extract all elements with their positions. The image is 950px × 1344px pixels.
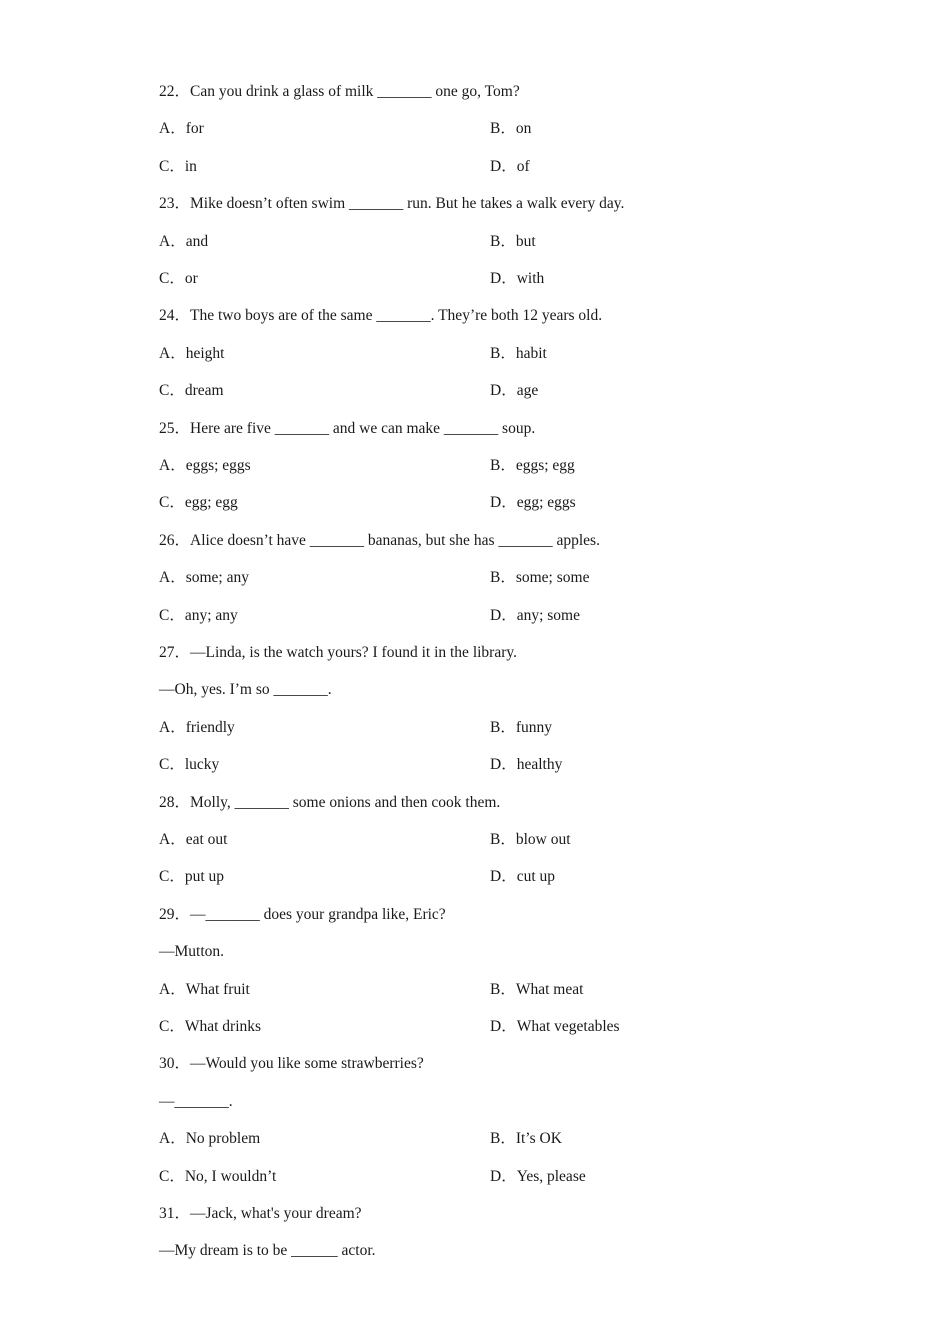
answer-option[interactable]: C．egg; egg (159, 494, 238, 511)
answer-option[interactable]: A．What fruit (159, 981, 250, 998)
question-dialogue-line: —My dream is to be ______ actor. (159, 1242, 376, 1259)
question-dialogue-line: —_______. (159, 1093, 233, 1110)
answer-option[interactable]: C．lucky (159, 756, 220, 773)
answer-option[interactable]: D．of (490, 158, 530, 175)
answer-option[interactable]: B．blow out (490, 831, 571, 848)
question-stem: 28．Molly, _______ some onions and then cook them. (159, 794, 501, 811)
answer-option[interactable]: B．some; some (490, 569, 590, 586)
question-stem: 26．Alice doesn’t have _______ bananas, but she has _______ apples. (159, 532, 600, 549)
question-stem: 30．—Would you like some strawberries? (159, 1055, 424, 1072)
answer-option[interactable]: B．habit (490, 345, 547, 362)
answer-option[interactable]: D．healthy (490, 756, 563, 773)
answer-option[interactable]: C．or (159, 270, 198, 287)
answer-option[interactable]: C．put up (159, 868, 225, 885)
answer-option[interactable]: B．It’s OK (490, 1130, 562, 1147)
answer-option[interactable]: D．cut up (490, 868, 556, 885)
answer-option[interactable]: C．What drinks (159, 1018, 262, 1035)
answer-option[interactable]: B．eggs; egg (490, 457, 575, 474)
answer-option[interactable]: C．any; any (159, 607, 238, 624)
answer-option[interactable]: B．funny (490, 719, 553, 736)
question-stem: 24．The two boys are of the same _______. They’re both 12 years old. (159, 307, 603, 324)
question-stem: 22．Can you drink a glass of milk _______ one go, Tom? (159, 83, 520, 100)
answer-option[interactable]: B．but (490, 233, 536, 250)
question-stem: 25．Here are five _______ and we can make _______ soup. (159, 420, 536, 437)
answer-option[interactable]: A．and (159, 233, 209, 250)
answer-option[interactable]: C．No, I wouldn’t (159, 1168, 277, 1185)
question-dialogue-line: —Mutton. (159, 943, 225, 960)
answer-option[interactable]: A．eggs; eggs (159, 457, 251, 474)
answer-option[interactable]: D．with (490, 270, 545, 287)
answer-option[interactable]: C．dream (159, 382, 224, 399)
question-stem: 31．—Jack, what's your dream? (159, 1205, 362, 1222)
answer-option[interactable]: D．egg; eggs (490, 494, 576, 511)
question-stem: 29．—_______ does your grandpa like, Eric? (159, 906, 446, 923)
answer-option[interactable]: B．on (490, 120, 532, 137)
answer-option[interactable]: A．eat out (159, 831, 228, 848)
answer-option[interactable]: A．for (159, 120, 204, 137)
question-dialogue-line: —Oh, yes. I’m so _______. (159, 681, 332, 698)
answer-option[interactable]: C．in (159, 158, 197, 175)
answer-option[interactable]: A．No problem (159, 1130, 261, 1147)
answer-option[interactable]: A．friendly (159, 719, 235, 736)
answer-option[interactable]: A．height (159, 345, 225, 362)
answer-option[interactable]: D．any; some (490, 607, 580, 624)
answer-option[interactable]: D．What vegetables (490, 1018, 620, 1035)
answer-option[interactable]: B．What meat (490, 981, 584, 998)
answer-option[interactable]: D．age (490, 382, 539, 399)
question-stem: 23．Mike doesn’t often swim _______ run. But he takes a walk every day. (159, 195, 625, 212)
question-stem: 27．—Linda, is the watch yours? I found it in the library. (159, 644, 517, 661)
answer-option[interactable]: A．some; any (159, 569, 249, 586)
answer-option[interactable]: D．Yes, please (490, 1168, 586, 1185)
